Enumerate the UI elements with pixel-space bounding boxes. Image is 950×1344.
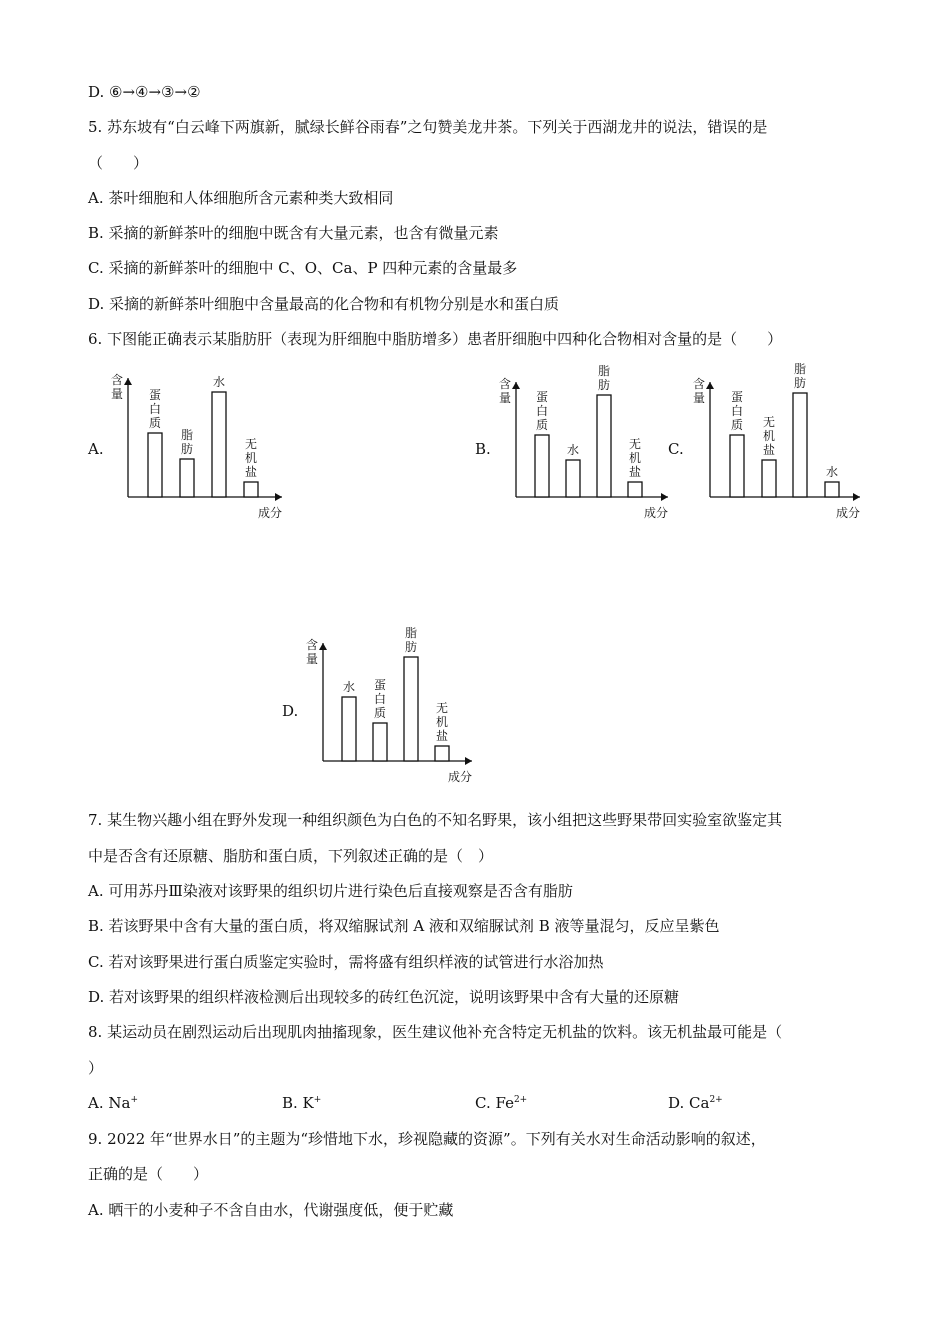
q7-option-d: D. 若对该野果的组织样液检测后出现较多的砖红色沉淀，说明该野果中含有大量的还原糖: [88, 988, 680, 1006]
chart-a-bar-label-4: [245, 437, 257, 479]
chart-a-xlabel: 成分: [257, 506, 283, 520]
q8-option-b: B. K+: [282, 1094, 322, 1112]
q8-option-c: C. $Fe^{2+}$: [475, 1094, 528, 1112]
q4-option-d: D. ⑥→④→③→②: [88, 83, 201, 101]
chart-b-bar-label-1: [536, 390, 548, 432]
q5-option-b: B. 采摘的新鲜茶叶的细胞中既含有大量元素，也含有微量元素: [88, 224, 499, 242]
chart-b-bar-label-2: [567, 442, 579, 457]
chart-d-bar-3: [404, 657, 418, 761]
q9-stem-line2: 正确的是（ ）: [88, 1165, 209, 1183]
svg-text:质: 质: [535, 418, 549, 432]
q5-option-a: A. 茶叶细胞和人体细胞所含元素种类大致相同: [88, 189, 394, 207]
chart-d-bar-2: [373, 723, 387, 761]
svg-text:蛋: 蛋: [373, 678, 387, 692]
chart-b-bar-label-4: [629, 437, 641, 479]
chart-d-y-arrow: [319, 643, 327, 650]
chart-b-ylabel: [499, 377, 511, 405]
chart-b-bar-3: [597, 395, 611, 497]
chart-c-bar-label-4: [826, 464, 838, 479]
svg-text:水: 水: [212, 375, 226, 389]
q8-stem-line2: ）: [88, 1059, 104, 1077]
chart-d-x-arrow: [465, 757, 472, 765]
chart-b-bar-1: [535, 435, 549, 497]
q7-stem-line1: 7. 某生物兴趣小组在野外发现一种组织颜色为白色的不知名野果，该小组把这些野果带回实验室欲鉴定其: [88, 811, 783, 829]
chart-c-x-arrow: [853, 493, 860, 501]
q6-stem: 6. 下图能正确表示某脂肪肝（表现为肝细胞中脂肪增多）患者肝细胞中四种化合物相对含量的是（ ）: [88, 330, 783, 348]
chart-d-bar-label-3: [405, 625, 417, 654]
q7-option-b: B. 若该野果中含有大量的蛋白质，将双缩脲试剂 A 液和双缩脲试剂 B 液等量混匀，反应呈紫色: [88, 917, 720, 935]
chart-c-bar-label-2: [763, 415, 775, 457]
svg-text:蛋: 蛋: [148, 388, 162, 402]
chart-a-bar-2: [180, 459, 194, 497]
chart-c-bar-label-1: [731, 390, 743, 432]
chart-a-bar-label-1: [149, 388, 161, 430]
svg-text:无: 无: [762, 415, 776, 429]
chart-b-x-arrow: [661, 493, 668, 501]
svg-text:脂: 脂: [404, 626, 418, 640]
q9-stem-line1: 9. 2022 年“世界水日”的主题为“珍惜地下水，珍视隐藏的资源”。下列有关水对生命活动影响的叙述，: [88, 1130, 766, 1148]
chart-d-bar-4: [435, 746, 449, 761]
q6-option-label-b: B.: [475, 440, 491, 458]
q9-option-a: A. 晒干的小麦种子不含自由水，代谢强度低，便于贮藏: [88, 1201, 454, 1219]
chart-d-ylabel: [306, 638, 318, 666]
q5-stem: 5. 苏东坡有“白云峰下两旗新，腻绿长鲜谷雨春”之句赞美龙井茶。下列关于西湖龙井的说法，错误的是: [88, 118, 768, 136]
svg-text:无: 无: [435, 701, 449, 715]
svg-text:蛋: 蛋: [535, 390, 549, 404]
svg-text:盐: 盐: [762, 443, 776, 457]
q8-stem-line1: 8. 某运动员在剧烈运动后出现肌肉抽搐现象，医生建议他补充含特定无机盐的饮料。该无机盐最可能是（: [88, 1023, 783, 1041]
chart-c-xlabel: 成分: [835, 506, 861, 520]
svg-text:水: 水: [566, 443, 580, 457]
svg-text:肪: 肪: [180, 442, 194, 456]
chart-c-y-arrow: [706, 382, 714, 389]
svg-text:含: 含: [110, 373, 124, 387]
q6-option-label-c: C.: [668, 440, 684, 458]
q7-stem-line2: 中是否含有还原糖、脂肪和蛋白质，下列叙述正确的是（ ）: [88, 847, 494, 865]
chart-a-bar-4: [244, 482, 258, 497]
svg-text:量: 量: [110, 387, 124, 401]
svg-text:脂: 脂: [597, 364, 611, 378]
svg-text:蛋: 蛋: [730, 390, 744, 404]
svg-text:肪: 肪: [404, 640, 418, 654]
chart-d-bar-label-2: [374, 678, 386, 720]
q7-option-a: A. 可用苏丹Ⅲ染液对该野果的组织切片进行染色后直接观察是否含有脂肪: [88, 882, 573, 900]
chart-c-ylabel: [693, 377, 705, 405]
chart-b-bar-4: [628, 482, 642, 497]
q5-option-c: C. 采摘的新鲜茶叶的细胞中 C、O、Ca、P 四种元素的含量最多: [88, 259, 518, 277]
svg-text:质: 质: [148, 416, 162, 430]
svg-text:机: 机: [435, 715, 449, 729]
svg-text:盐: 盐: [628, 465, 642, 479]
chart-a-bar-3: [212, 392, 226, 497]
q8-options: [0, 1093, 950, 1113]
chart-d-xlabel: 成分: [447, 770, 473, 784]
chart-c-bar-1: [730, 435, 744, 497]
chart-c-bar-2: [762, 460, 776, 497]
svg-text:量: 量: [692, 391, 706, 405]
svg-text:肪: 肪: [793, 376, 807, 390]
svg-text:量: 量: [305, 652, 319, 666]
svg-text:含: 含: [692, 377, 706, 391]
chart-a-bar-1: [148, 433, 162, 497]
q8-option-d: D. $Ca^{2+}$: [668, 1094, 723, 1112]
svg-text:机: 机: [762, 429, 776, 443]
svg-text:脂: 脂: [180, 428, 194, 442]
chart-a-x-arrow: [275, 493, 282, 501]
svg-text:无: 无: [628, 437, 642, 451]
svg-text:含: 含: [498, 377, 512, 391]
svg-text:机: 机: [628, 451, 642, 465]
svg-text:盐: 盐: [244, 465, 258, 479]
chart-c-bar-3: [793, 393, 807, 497]
svg-text:肪: 肪: [597, 378, 611, 392]
chart-c-bar-label-3: [794, 361, 806, 390]
svg-text:脂: 脂: [793, 362, 807, 376]
svg-text:含: 含: [305, 638, 319, 652]
svg-text:水: 水: [342, 680, 356, 694]
chart-a-y-arrow: [124, 378, 132, 385]
svg-text:量: 量: [498, 391, 512, 405]
chart-d-bar-label-4: [436, 701, 448, 743]
chart-b-bar-label-3: [598, 363, 610, 392]
chart-d-bar-label-1: [343, 679, 355, 694]
svg-text:白: 白: [373, 692, 387, 706]
chart-a-bar-label-3: [213, 374, 225, 389]
svg-text:质: 质: [730, 418, 744, 432]
chart-b-y-arrow: [512, 382, 520, 389]
svg-text:白: 白: [730, 404, 744, 418]
svg-text:机: 机: [244, 451, 258, 465]
chart-c-bar-4: [825, 482, 839, 497]
svg-text:盐: 盐: [435, 729, 449, 743]
svg-text:无: 无: [244, 437, 258, 451]
q5-option-d: D. 采摘的新鲜茶叶细胞中含量最高的化合物和有机物分别是水和蛋白质: [88, 295, 560, 313]
chart-d-bar-1: [342, 697, 356, 761]
q6-option-label-a: A.: [88, 440, 104, 458]
chart-b-bar-2: [566, 460, 580, 497]
q6-option-label-d: D.: [282, 702, 299, 720]
q8-option-a: A. Na+: [88, 1094, 138, 1112]
svg-text:质: 质: [373, 706, 387, 720]
q5-paren: （ ）: [88, 154, 149, 172]
chart-b-xlabel: 成分: [643, 506, 669, 520]
svg-text:白: 白: [148, 402, 162, 416]
svg-text:白: 白: [535, 404, 549, 418]
chart-a-bar-label-2: [181, 427, 193, 456]
svg-text:水: 水: [825, 465, 839, 479]
chart-a-ylabel: [111, 373, 123, 401]
q7-option-c: C. 若对该野果进行蛋白质鉴定实验时，需将盛有组织样液的试管进行水浴加热: [88, 953, 604, 971]
